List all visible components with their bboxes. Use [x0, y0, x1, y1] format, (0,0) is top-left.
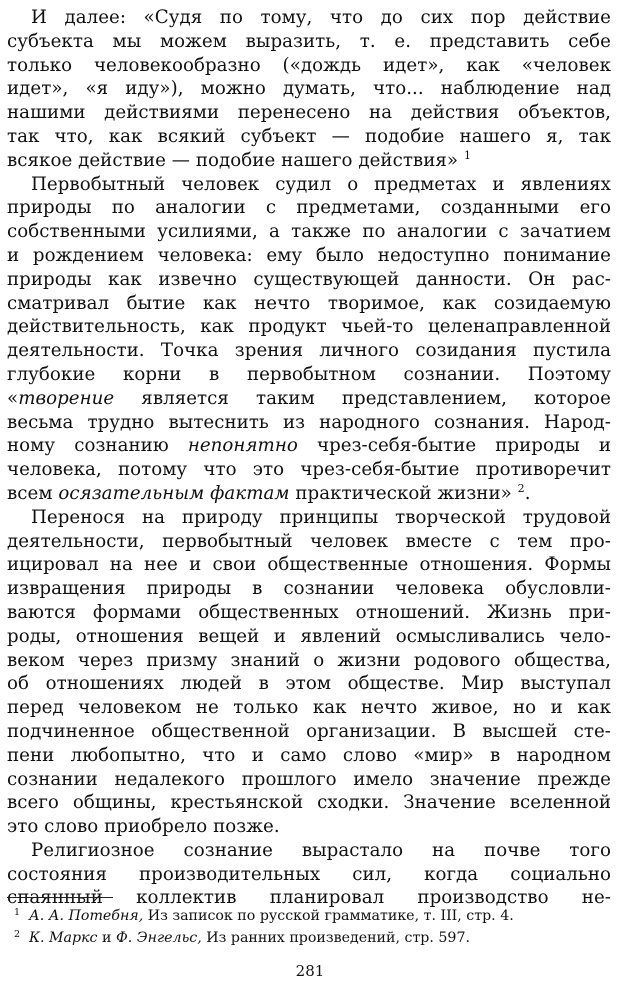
text-line [7, 101, 611, 125]
text-line [7, 220, 611, 244]
text-line [7, 672, 611, 696]
text-run: перед человеком не только как нечто живое, но и как [7, 697, 611, 719]
main-text [7, 6, 611, 910]
text-line [7, 482, 611, 506]
text-run: об отношениях людей в этом обществе. Мир выступал [7, 673, 611, 695]
text-run: субъекта мы можем выразить, т. е. представить себе [7, 30, 611, 52]
text-run: собственными усилиями, а также по аналогии с зачатием [7, 221, 611, 243]
text-run: ному сознанию [7, 435, 188, 457]
footnotes [7, 905, 611, 949]
footnote-reference: 2 [517, 481, 525, 495]
text-line [7, 696, 611, 720]
text-run: человека, потому что это чрез-себя-бытие противоречит [7, 459, 611, 481]
text-run: Из ранних произведений, стр. 597. [201, 930, 470, 946]
text-run: только человекообразно («дождь идет», как «человек [7, 54, 611, 76]
text-line [7, 649, 611, 673]
text-line [7, 268, 611, 292]
text-line [7, 458, 611, 482]
text-line [7, 625, 611, 649]
text-run: всего общины, крестьянской сходки. Значение вселенной [7, 792, 611, 814]
text-run: деятельности. Точка зрения личного созидания пустила [7, 340, 611, 362]
text-run: действительность, как продукт чьей-то целенаправленной [7, 316, 611, 338]
text-line [7, 577, 611, 601]
italic-text: А. А. Потебня, [29, 908, 144, 924]
italic-text: Ф. Энгельс, [115, 930, 202, 946]
text-run: ицировал на нее и свои общественные отношения. Формы [7, 554, 611, 576]
text-line [7, 839, 611, 863]
paragraph [7, 173, 611, 506]
text-run: сматривал бытие как нечто творимое, как созидаемую [7, 292, 611, 314]
italic-text: творение [18, 387, 115, 409]
text-line [7, 601, 611, 625]
text-run: веком через призму знаний о жизни родового общества, [7, 649, 611, 671]
text-run: нашими действиями перенесено на действия объектов, [7, 102, 611, 124]
paragraph [7, 839, 611, 910]
text-run: практической жизни» [289, 482, 518, 504]
italic-text: непонятно [187, 435, 298, 457]
footnote-number: 1 [14, 907, 21, 918]
text-line [7, 434, 611, 458]
text-line [7, 791, 611, 815]
text-run: ваются формами общественных отношений. Жизнь при- [7, 601, 611, 623]
text-run: состояния производительных сил, когда социально [7, 863, 611, 885]
text-line [7, 387, 611, 411]
text-run: и рождением человека: ему было недоступно понимание [7, 244, 611, 266]
text-line [7, 149, 611, 173]
text-run: и [97, 930, 116, 946]
italic-text: К. Маркс [29, 930, 98, 946]
text-line [7, 339, 611, 363]
text-run: подчиненное общественной организации. В высшей сте- [7, 720, 611, 742]
text-run: это слово приобрело позже. [7, 816, 280, 838]
text-run: является таким представлением, которое [114, 387, 611, 409]
text-run: природы как извечно существующей данности. Он рас- [7, 268, 611, 290]
text-line [7, 196, 611, 220]
text-run: роды, отношения вещей и явлений осмысливались чело- [7, 625, 611, 647]
text-line [7, 6, 611, 30]
text-run: « [7, 387, 19, 409]
text-line [7, 411, 611, 435]
text-line [7, 506, 611, 530]
text-run: чрез-себя-бытие природы и [297, 435, 611, 457]
text-run: так что, как всякий субъект — подобие нашего я, так [7, 125, 611, 147]
text-line [7, 768, 611, 792]
text-run: идет», «я иду»), можно думать, что... наблюдение над [7, 78, 611, 100]
italic-text: осязательным фактам [58, 482, 290, 504]
text-line [7, 363, 611, 387]
text-run: Первобытный человек судил о предметах и явлениях [31, 173, 611, 195]
text-run: Перенося на природу принципы творческой трудовой [31, 506, 611, 528]
footnote-separator [7, 897, 113, 898]
text-run: . [524, 482, 531, 504]
text-line [7, 553, 611, 577]
text-run: Религиозное сознание вырастало на почве того [31, 839, 611, 861]
text-line [7, 30, 611, 54]
footnote [7, 905, 611, 927]
text-line [7, 863, 611, 887]
text-run: пени любопытно, что и само слово «мир» в народном [7, 744, 611, 766]
text-line [7, 530, 611, 554]
text-line [7, 173, 611, 197]
text-run: И далее: «Судя по тому, что до сих пор действие [31, 7, 611, 28]
text-run: сознании недалекого прошлого имело значение прежде [7, 768, 611, 790]
text-run: весьма трудно вытеснить из народного сознания. Народ- [7, 411, 611, 433]
text-run: спаянный коллектив планировал производство не- [7, 887, 611, 909]
paragraph [7, 6, 611, 173]
text-line [7, 54, 611, 78]
page-number: 281 [295, 962, 325, 980]
text-line [7, 315, 611, 339]
footnote-number: 2 [14, 929, 21, 940]
text-run: природы по аналогии с предметами, созданными его [7, 197, 611, 219]
text-line [7, 815, 611, 839]
text-line [7, 77, 611, 101]
text-line [7, 744, 611, 768]
text-line [7, 720, 611, 744]
text-run: Из записок по русской грамматике, т. III, стр. 4. [143, 908, 514, 924]
text-run: всякое действие — подобие нашего действия» [7, 149, 464, 171]
footnote-reference: 1 [463, 148, 471, 162]
text-line [7, 292, 611, 316]
text-line [7, 125, 611, 149]
text-run: всем [7, 482, 59, 504]
text-run: деятельности, первобытный человек вместе с тем про- [7, 530, 611, 552]
paragraph [7, 506, 611, 839]
text-line [7, 244, 611, 268]
text-run: извращения природы в сознании человека обусловли- [7, 578, 611, 600]
footnote [7, 927, 611, 949]
text-run: глубокие корни в первобытном сознании. Поэтому [7, 363, 611, 385]
